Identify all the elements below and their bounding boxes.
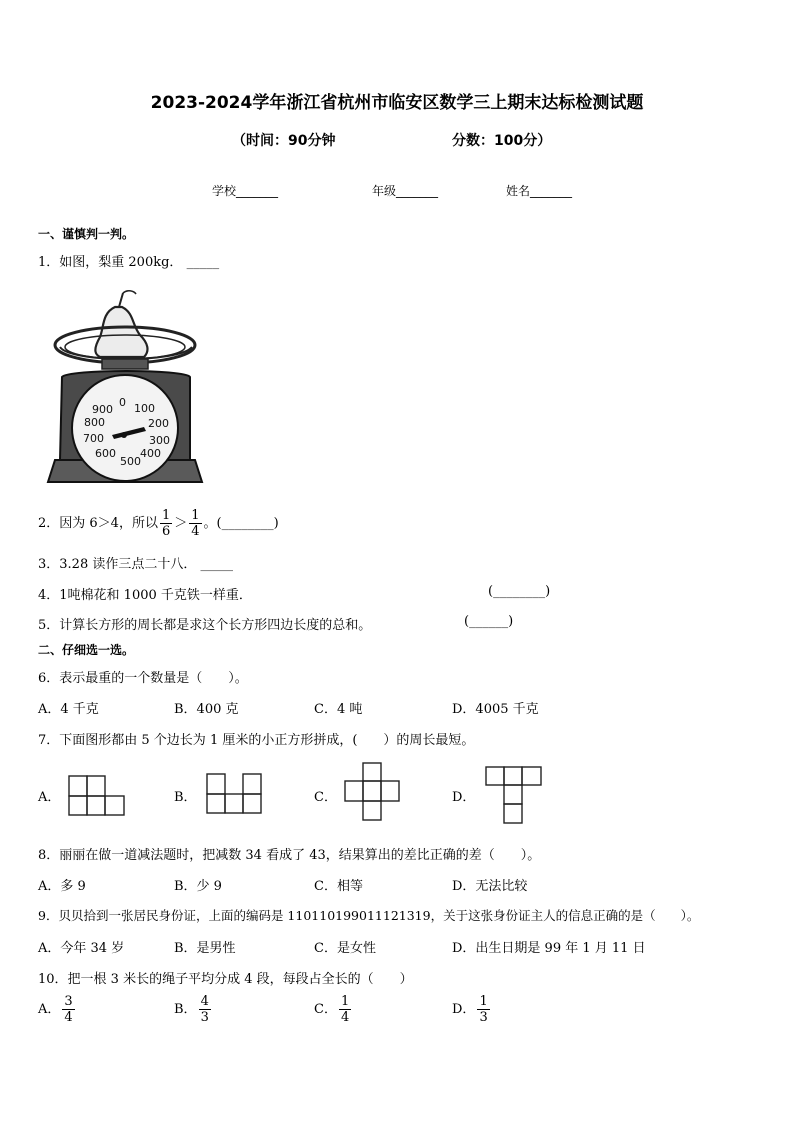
question-1-blank: _____ [186, 255, 220, 270]
q7-option-b-label: B． [174, 790, 197, 805]
q7-option-c-label: C． [314, 790, 337, 805]
name-field: 姓名_______ [506, 184, 573, 198]
q6-option-d: D．4005 千克 [452, 702, 539, 717]
question-4: 4．1吨棉花和 1000 千克铁一样重． [38, 588, 252, 603]
question-5-blank: (______) [464, 614, 514, 629]
q6-option-a: A．4 千克 [38, 702, 99, 717]
question-8: 8．丽丽在做一道减法题时，把减数 34 看成了 43，结果算出的差比正确的差（ ）。 [38, 848, 541, 863]
q7-option-a-label: A． [38, 790, 61, 805]
q8-option-a: A．多 9 [38, 879, 86, 894]
q10-fraction-a: $\frac{3}{4}$ [64, 994, 73, 1025]
q10-fraction-d: $\frac{1}{3}$ [479, 994, 488, 1025]
q8-option-c: C．相等 [314, 879, 363, 894]
exam-score: 分数：100分） [452, 133, 552, 149]
q7-figure-d [485, 766, 543, 826]
question-3-text: 3．3.28 读作三点二十八． [38, 557, 197, 572]
question-4-blank: (________) [488, 584, 551, 599]
q10-fraction-c: $\frac{1}{4}$ [340, 994, 350, 1025]
q7-option-d-label: D． [452, 790, 476, 805]
fraction-one-fourth: $\frac{1}{4}$ [191, 508, 200, 539]
section-2-heading: 二、仔细选一选。 [38, 643, 135, 657]
question-3 [38, 553, 233, 572]
q10-option-a: A． $\frac{3}{4}$ [38, 994, 73, 1025]
q7-figure-c [344, 762, 400, 822]
q10-option-b: B． $\frac{4}{3}$ [174, 994, 209, 1025]
q10-option-c: C． $\frac{1}{4}$ [314, 994, 350, 1025]
q7-figure-a [68, 775, 126, 817]
q6-option-b: B．400 克 [174, 702, 239, 717]
q9-option-a: A．今年 34 岁 [38, 941, 125, 956]
question-6: 6．表示最重的一个数量是（ ）。 [38, 671, 248, 686]
dial-label-600: 600 [95, 447, 116, 460]
school-field: 学校_______ [212, 184, 279, 198]
dial-label-800: 800 [84, 416, 105, 429]
q10-fraction-b: $\frac{4}{3}$ [200, 994, 209, 1025]
section-1-heading: 一、谨慎判一判。 [38, 227, 135, 241]
question-1 [38, 251, 219, 270]
question-9: 9．贝贝拾到一张居民身份证，上面的编码是 110110199011121319，关于这张身份证主人的信息正确的是（ ）。 [38, 908, 700, 923]
dial-label-300: 300 [149, 434, 170, 447]
dial-label-900: 900 [92, 403, 113, 416]
dial-label-500: 500 [120, 455, 141, 468]
dial-label-100: 100 [134, 402, 155, 415]
q9-option-c: C．是女性 [314, 941, 376, 956]
dial-label-200: 200 [148, 417, 169, 430]
q9-option-d: D．出生日期是 99 年 1 月 11 日 [452, 941, 646, 956]
page-title: 2023-2024学年浙江省杭州市临安区数学三上期末达标检测试题 [150, 93, 644, 113]
q10-option-d: D． $\frac{1}{3}$ [452, 994, 488, 1025]
question-3-blank: _____ [200, 557, 233, 572]
question-5: 5．计算长方形的周长都是求这个长方形四边长度的总和。 [38, 618, 372, 633]
q9-option-b: B．是男性 [174, 941, 236, 956]
question-2 [38, 508, 279, 539]
fraction-one-sixth: $\frac{1}{6}$ [161, 508, 171, 539]
question-10: 10．把一根 3 米长的绳子平均分成 4 段，每段占全长的（ ） [38, 972, 413, 987]
greater-than-sign: ＞ [174, 516, 188, 531]
scale-illustration [40, 285, 230, 490]
exam-time: （时间：90分钟 [232, 133, 336, 149]
q8-option-d: D．无法比较 [452, 879, 528, 894]
question-7: 7．下面图形都由 5 个边长为 1 厘米的小正方形拼成，( ）的周长最短。 [38, 733, 475, 748]
grade-field: 年级_______ [372, 184, 439, 198]
question-1-text: 1．如图，梨重 200kg． [38, 255, 183, 270]
dial-label-0: 0 [119, 396, 126, 409]
q6-option-c: C．4 吨 [314, 702, 363, 717]
question-2-blank: 。(________) [203, 516, 279, 531]
q7-figure-b [206, 773, 262, 815]
question-2-text: 2．因为 6＞4，所以 [38, 516, 158, 531]
q8-option-b: B．少 9 [174, 879, 222, 894]
dial-label-700: 700 [83, 432, 104, 445]
dial-label-400: 400 [140, 447, 161, 460]
